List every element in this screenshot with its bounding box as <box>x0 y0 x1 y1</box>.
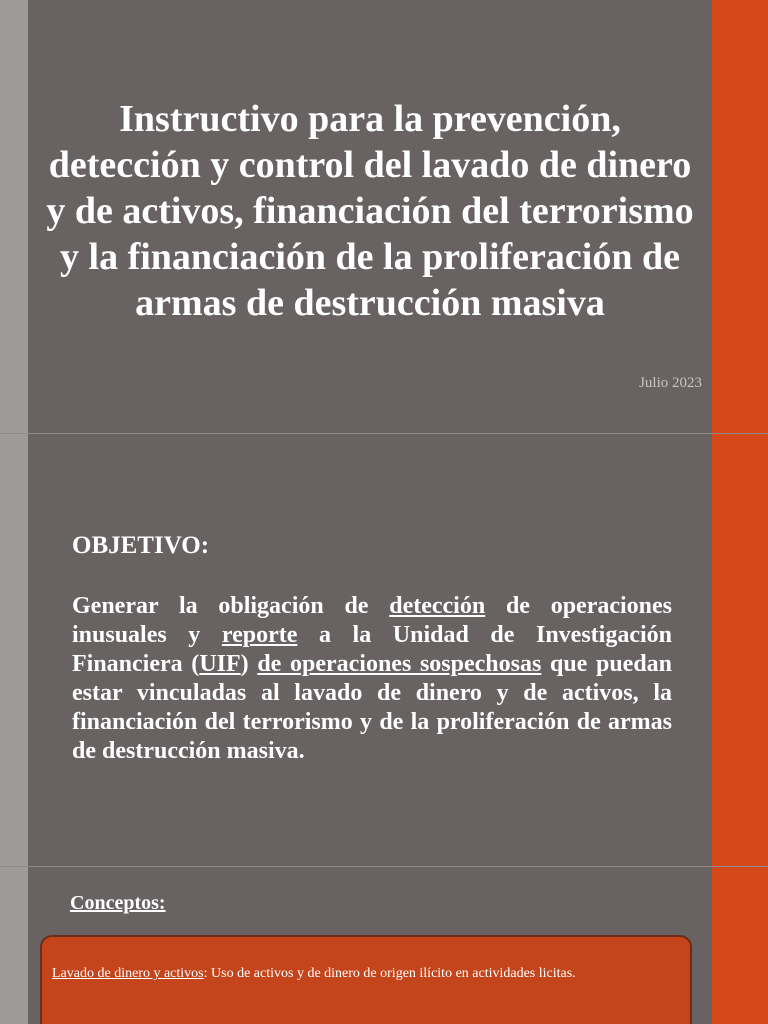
objective-text-part: que puedan estar vinculadas al lavado de dinero y de activos, la financiación del terrorismo y de la proliferación de armas de destrucción masiva. <box>72 651 673 764</box>
objective-text-part: Generar la obligación de <box>72 593 390 619</box>
objective-emphasis-reporte: reporte <box>221 622 298 648</box>
objective-text-part: ) <box>240 651 258 677</box>
concept-separator: : <box>203 966 208 981</box>
accent-bar <box>712 867 768 1024</box>
objective-text-part: de operaciones inusuales y <box>72 593 672 648</box>
concepts-slide <box>0 867 768 1024</box>
objective-text <box>72 592 672 766</box>
concepts-heading: Conceptos: <box>70 892 166 914</box>
objective-emphasis-uif: UIF <box>199 651 241 677</box>
document-date: Julio 2023 <box>639 375 702 391</box>
concept-card <box>40 935 692 1024</box>
document-title: Instructivo para la prevención, detección y control del lavado de dinero y de activos, financiación del terrorismo y la financiación de la proliferación de armas de destrucción masiva <box>46 98 694 324</box>
left-strip <box>0 0 28 433</box>
concept-text <box>52 965 672 982</box>
accent-bar <box>712 434 768 866</box>
objective-slide <box>0 434 768 866</box>
concept-definition: Uso de activos y de dinero de origen ilícito en actividades licitas. <box>207 966 576 981</box>
left-strip <box>0 867 28 1024</box>
accent-bar <box>712 0 768 433</box>
objective-emphasis-deteccion: detección <box>389 593 486 619</box>
objective-text-part: a la Unidad de Investigación Financiera ( <box>72 622 672 677</box>
left-strip <box>0 434 28 866</box>
objective-heading: OBJETIVO: <box>72 532 210 559</box>
concept-term: Lavado de dinero y activos <box>52 966 204 981</box>
objective-emphasis-operaciones: de operaciones sospechosas <box>257 651 542 677</box>
title-slide <box>0 0 768 433</box>
